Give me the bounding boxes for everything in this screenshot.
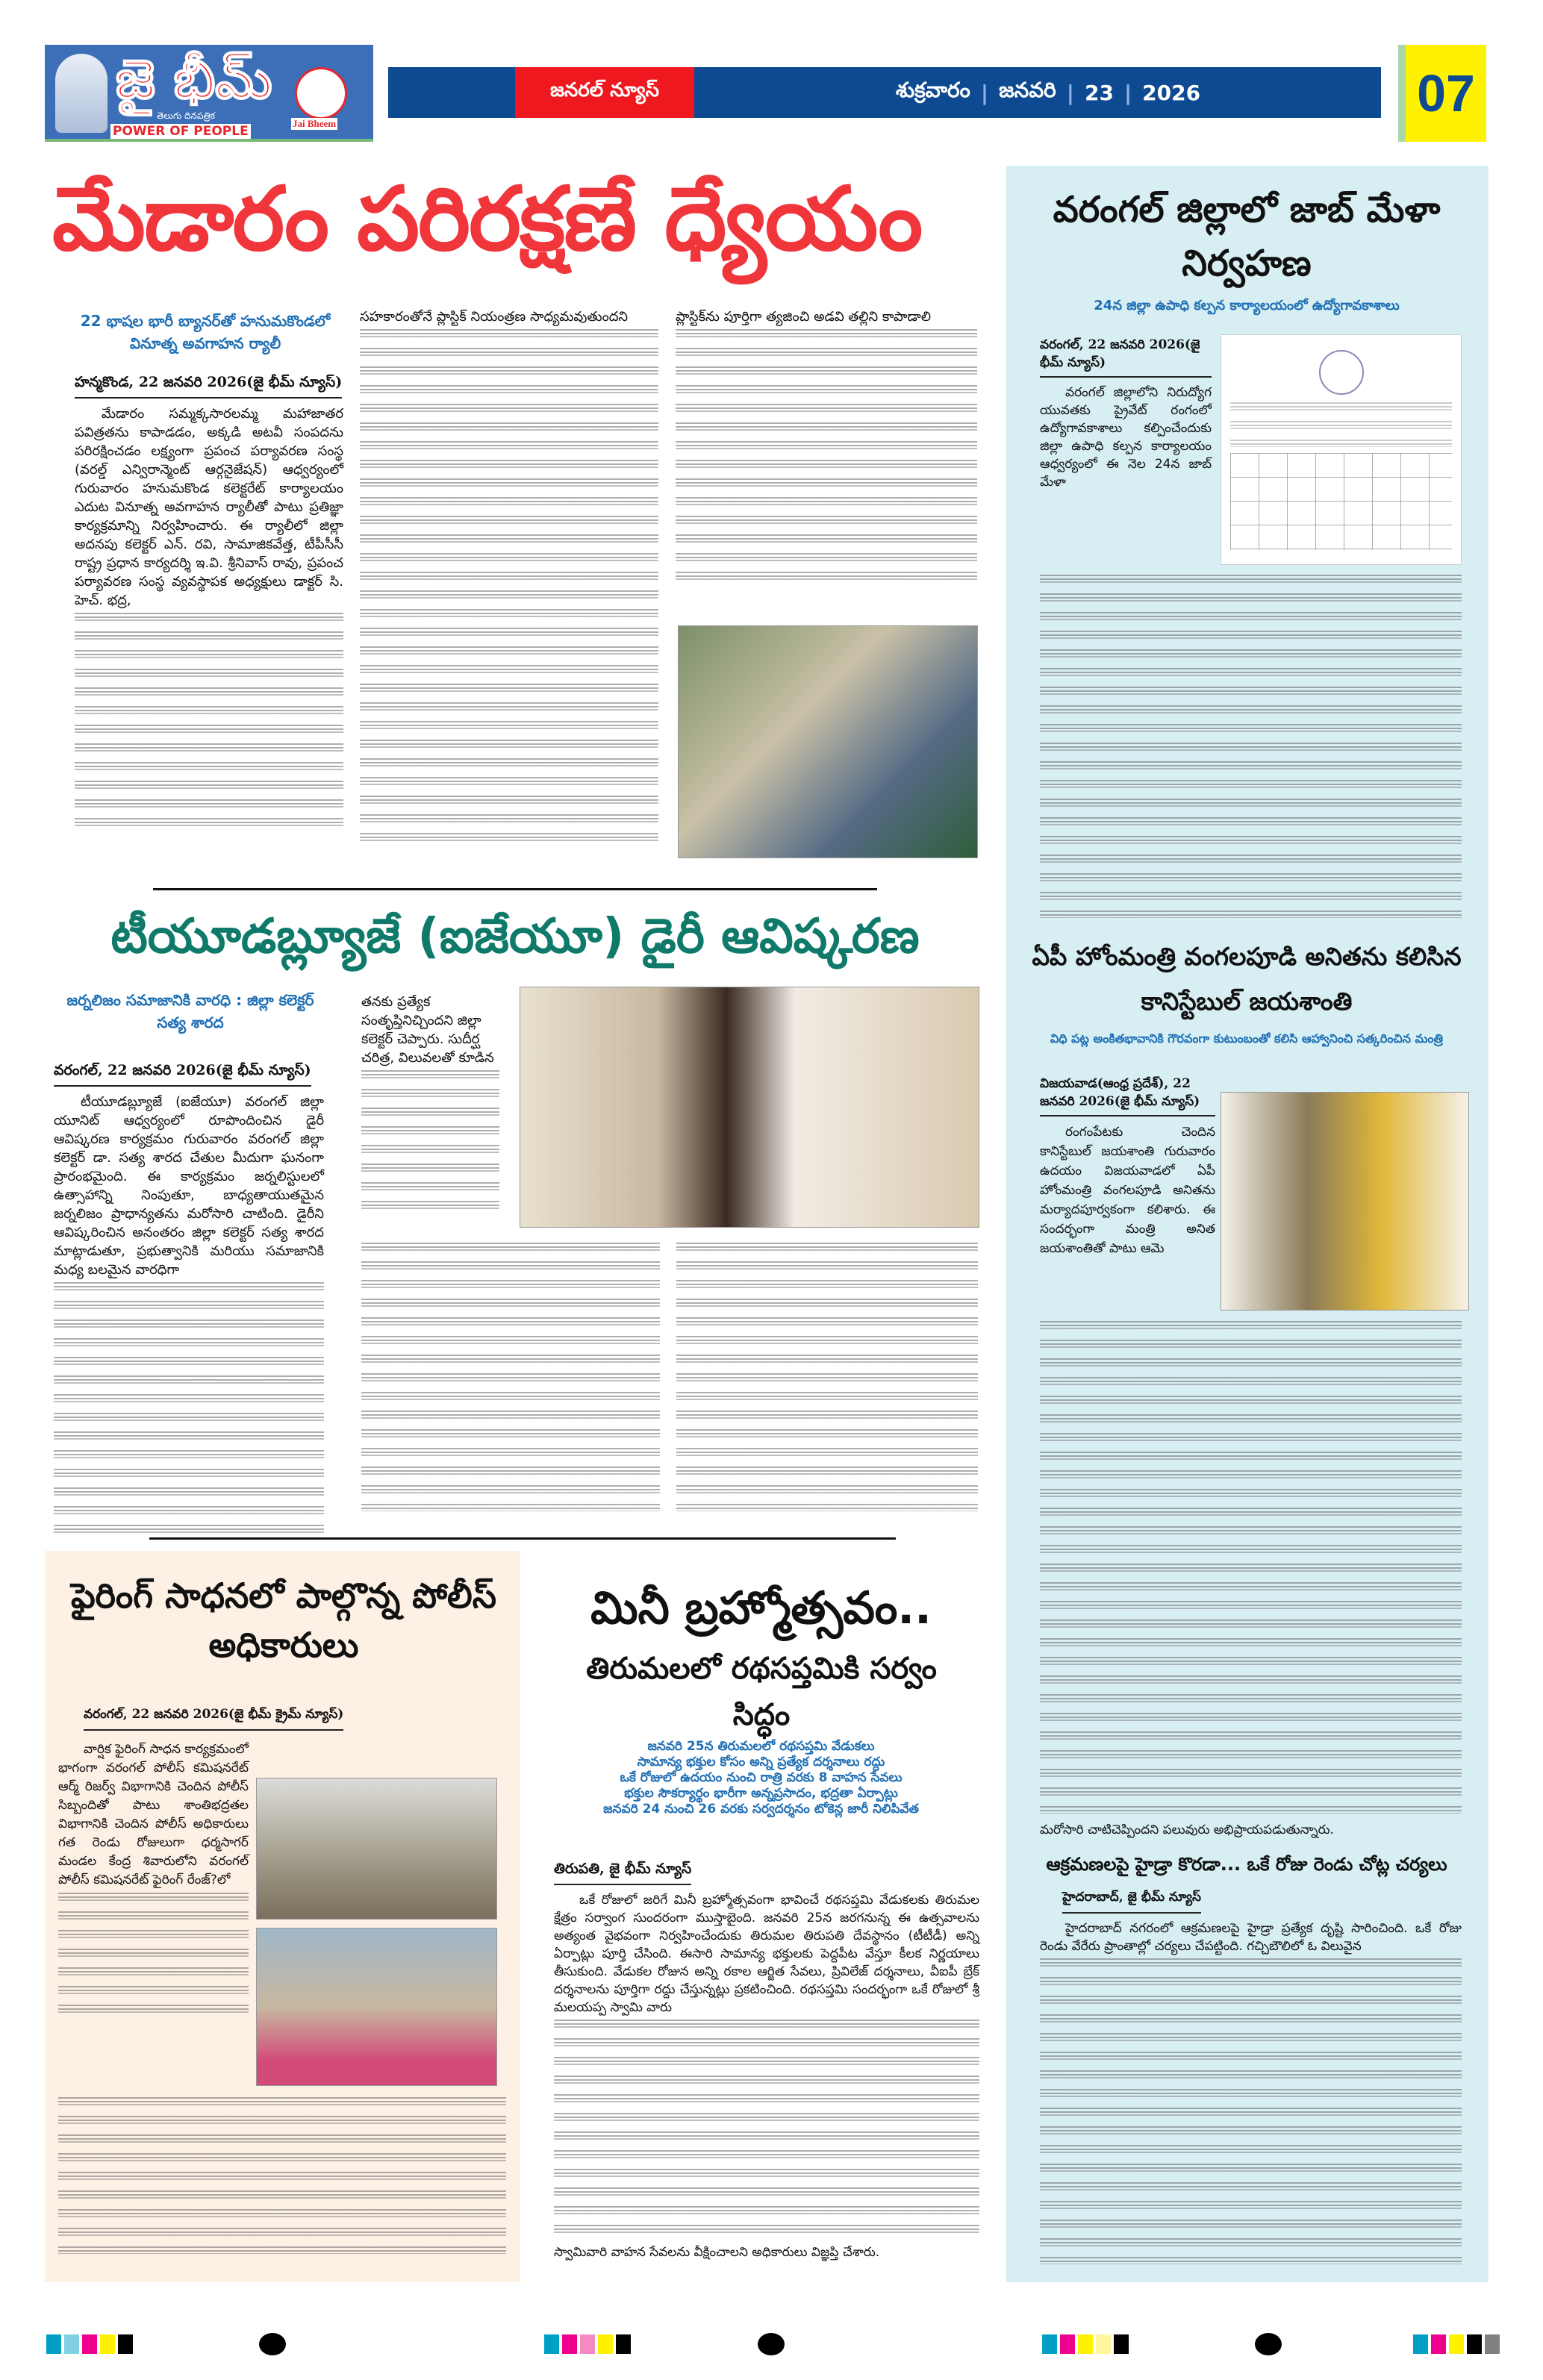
firing-dateline-wrap <box>84 1704 397 1737</box>
diary-launch-photo <box>520 987 979 1228</box>
job-mela-headline: వరంగల్ జిల్లాలో జాబ్ మేళా నిర్వహణ <box>1053 189 1441 284</box>
highlight-item: భక్తుల సౌకర్యార్థం భారీగా అన్నప్రసాదం, భద్రతా ఏర్పాట్లు <box>624 1786 898 1801</box>
portrait-image <box>55 54 107 133</box>
tirumala-article <box>554 1858 979 2261</box>
medaram-dateline: హన్మకొండ, 22 జనవరి 2026(జై భీమ్ న్యూస్) <box>75 372 342 399</box>
ap-minister-article <box>1040 1075 1215 1258</box>
medaram-col3 <box>676 307 977 590</box>
tuwj-col2-text: తనకు ప్రత్యేక సంతృప్తినిచ్చిందని జిల్లా కలెక్టర్ చెప్పారు. సుదీర్ఘ చరిత్ర, విలువలతో కూడిన <box>361 994 494 1066</box>
tirumala-headline: మినీ బ్రహ్మోత్సవం.. <box>590 1582 932 1634</box>
divider <box>149 1537 896 1540</box>
registration-mark <box>758 2333 785 2355</box>
tuwj-dateline: వరంగల్, 22 జనవరి 2026(జై భీమ్ న్యూస్) <box>54 1060 311 1087</box>
job-notice-image <box>1221 334 1462 565</box>
medaram-article <box>75 372 343 837</box>
highlight-item: జనవరి 25న తిరుమలలో రథసప్తమి వేడుకలు <box>647 1739 875 1754</box>
firing-dateline: వరంగల్, 22 జనవరి 2026(జై భీమ్ క్రైమ్ న్యూస్) <box>84 1704 343 1731</box>
emblem-icon <box>295 67 347 119</box>
lead-headline: మేడారం పరిరక్షణే ధ్యేయం <box>52 167 922 270</box>
color-registration-bar <box>46 2334 133 2354</box>
newspaper-logo <box>45 45 373 142</box>
logo-badge-text: Jai Bheem <box>293 118 337 129</box>
text-column-filler <box>54 1282 324 1543</box>
text-column-filler <box>58 2097 506 2254</box>
text-column-filler <box>1040 1321 1462 1814</box>
hydra-headline: ఆక్రమణలపై హైడ్రా కొరడా... ఒకే రోజు రెండు చోట్ల చర్యలు <box>1046 1854 1447 1875</box>
tirumala-subhead: తిరుమలలో రథసప్తమికి సర్వం సిద్ధం <box>586 1652 937 1732</box>
job-mela-article <box>1040 336 1212 491</box>
registration-mark <box>259 2333 286 2355</box>
text-column-filler <box>554 2020 979 2243</box>
date-year: 2026 <box>1142 80 1201 105</box>
tuwj-subhead: జర్నలిజం సమాజానికి వారధి : జిల్లా కలెక్టర్ సత్య శారద <box>66 991 314 1031</box>
highlight-item: ఒకే రోజులో ఉదయం నుంచి రాత్రి వరకు 8 వాహన సేవలు <box>620 1770 903 1785</box>
medaram-subhead: 22 భాషల భారీ బ్యానర్‌తో హనుమకొండలో వినూత్న అవగాహన ర్యాలీ <box>80 312 331 352</box>
tuwj-body: టీయూడబ్ల్యూజే (ఐజేయూ) వరంగల్ జిల్లా యూనిట్ ఆధ్వర్యంలో రూపొందించిన డైరీ ఆవిష్కరణ కార్యక్రమం గురువారం వరంగల్ జిల్లా కలెక్టర్ డా. సత్య శారద చేతుల మీదుగా ఘనంగా ప్రారంభమైంది. ఈ కార్యక్రమం జర్నలిస్టులలో ఉత్సాహాన్ని నింపుతూ, బాధ్యతాయుతమైన జర్నలిజం ప్రాధాన్యతను మరోసారి చాటింది. డైరీని ఆవిష్కరించిన అనంతరం జిల్లా కలెక్టర్ సత్య శారద మాట్లాడుతూ, ప్రభుత్వానికి మరియు సమాజానికి మధ్య బలమైన వారధిగా <box>54 1094 324 1278</box>
rally-photo <box>678 625 978 858</box>
job-mela-body: వరంగల్ జిల్లాలోని నిరుద్యోగ యువతకు ప్రైవేట్ రంగంలో ఉద్యోగావకాశాలు కల్పించేందుకు జిల్లా ఉపాధి కల్పన కార్యాలయం ఆధ్వర్యంలో ఈ నెల 24న జాబ్ మేళా <box>1040 385 1212 490</box>
highlight-item: సామాన్య భక్తుల కోసం అన్ని ప్రత్యేక దర్శనాలు రద్దు <box>637 1755 885 1770</box>
tuwj-headline: టీయూడబ్ల్యూజే (ఐజేయూ) డైరీ ఆవిష్కరణ <box>110 909 920 964</box>
tirumala-ending: స్వామివారి వాహన సేవలను వీక్షించాలని అధికారులు విజ్ఞప్తి చేశారు. <box>554 2245 880 2260</box>
firing-headline: ఫైరింగ్ సాధనలో పాల్గొన్న పోలీస్ అధికారులు <box>70 1575 497 1665</box>
highlight-item: జనవరి 24 నుంచి 26 వరకు సర్వదర్శనం టోకెన్ల జారీ నిలిపివేత <box>603 1802 919 1817</box>
text-column-filler <box>361 1070 499 1212</box>
text-column-filler <box>1040 1958 1462 2264</box>
medaram-col2-text: సహకారంతోనే ప్లాస్టిక్ నియంత్రణ సాధ్యమవుతుందని <box>360 309 629 325</box>
ap-minister-subhead: విధి పట్ల అంకితభావానికి గౌరవంగా కుటుంబంతో కలిసి ఆహ్వానించి సత్కరించిన మంత్రి <box>1050 1031 1444 1046</box>
firing-body: వార్షిక ఫైరింగ్ సాధన కార్యక్రమంలో భాగంగా వరంగల్ పోలీస్ కమిషనరేట్ ఆర్మ్ రిజర్వ్ విభాగానికి చెందిన పోలీస్ సిబ్బందితో పాటు శాంతిభద్రతల విభాగానికి చెందిన పోలీస్ అధికారులు గత రెండు రోజులుగా ధర్మసాగర్ మండల కేంద్ర శివారులోని వరంగల్ పోలీస్ కమిషనరేట్ ఫైరింగ్ రేంజ్?లో <box>58 1742 249 1887</box>
text-column-filler <box>360 329 658 844</box>
logo-tagline: తెలుగు దినపత్రిక <box>157 110 216 121</box>
firing-photo-2 <box>256 1928 497 2086</box>
hydra-dateline: హైదరాబాద్, జై భీమ్ న్యూస్ <box>1062 1887 1201 1914</box>
medaram-body: మేడారం సమ్మక్కసారలమ్మ మహాజాతర పవిత్రతను కాపాడడం, అక్కడి అటవీ సంపదను పరిరక్షించడం లక్ష్యంగా ప్రపంచ పర్యావరణ సంస్థ (వరల్డ్ ఎన్విరాన్మెంట్ ఆర్గనైజేషన్) ఆధ్వర్యంలో గురువారం హనుమకొండ కలెక్టరేట్ కార్యాలయం ఎదుట వినూత్న అవగాహన ర్యాలీతో పాటు ప్రతిజ్ఞా కార్యక్రమాన్ని నిర్వహించారు. ఈ ర్యాలీలో జిల్లా అదనపు కలెక్టర్ ఎన్. రవి, సామాజికవేత్త, టీపీసీసీ రాష్ట్ర ప్రధాన కార్యదర్శి ఇ.వి. శ్రీనివాస్ రావు, ప్రపంచ పర్యావరణ సంస్థ వ్యవస్థాపక అధ్యక్షులు డాక్టర్ సి. హెచ్. భద్ర, <box>75 406 343 608</box>
logo-name: జై భీమ్ <box>116 48 272 110</box>
section-label: జనరల్ న్యూస్ <box>515 67 694 118</box>
date-date: 23 <box>1084 80 1114 105</box>
job-mela-dateline: వరంగల్, 22 జనవరి 2026(జై భీమ్ న్యూస్) <box>1040 336 1212 378</box>
ap-minister-ending: మరోసారి చాటిచెప్పిందని పలువురు అభిప్రాయపడుతున్నారు. <box>1040 1823 1334 1837</box>
hydra-article <box>1040 1887 1462 2264</box>
date-day: శుక్రవారం <box>896 78 970 102</box>
job-mela-subhead: 24న జిల్లా ఉపాధి కల్పన కార్యాలయంలో ఉద్యోగావకాశాలు <box>1094 298 1400 313</box>
ap-minister-headline: ఏపీ హోంమంత్రి వంగలపూడి అనితను కలిసిన కానిస్టేబుల్ జయశాంతి <box>1032 942 1462 1016</box>
text-column-filler <box>1040 575 1462 918</box>
ap-minister-body: రంగంపేటకు చెందిన కానిస్టేబుల్ జయశాంతి గురువారం ఉదయం విజయవాడలో ఏపీ హోంమంత్రి వంగలపూడి అనితను మర్యాదపూర్వకంగా కలిశారు. ఈ సందర్భంగా మంత్రి అనిత జయశాంతితో పాటు ఆమె <box>1040 1125 1215 1256</box>
tuwj-article <box>54 1060 324 1543</box>
tuwj-col2 <box>361 993 499 1212</box>
medaram-col3-text: ప్లాస్టిక్‌ను పూర్తిగా త్యజించి అడవి తల్లిని కాపాడాలి <box>676 309 932 325</box>
firing-photo-1 <box>256 1778 497 1920</box>
color-registration-bar <box>544 2334 631 2354</box>
date-month: జనవరి <box>999 78 1056 102</box>
text-column-filler <box>676 329 977 590</box>
divider <box>153 888 877 890</box>
text-column-filler <box>75 613 343 837</box>
issue-date: శుక్రవారం | జనవరి | 23 | 2026 <box>896 67 1200 118</box>
firing-article <box>58 1740 249 2020</box>
text-column-filler <box>58 1893 249 2020</box>
text-column-filler <box>361 1243 660 1511</box>
hydra-body: హైదరాబాద్ నగరంలో ఆక్రమణలపై హైడ్రా ప్రత్యేక దృష్టి సారించింది. ఒకే రోజు రెండు వేరేరు ప్రాంతాల్లో చర్యలు చేపట్టింది. గచ్చిబౌలిలో ఓ విలువైన <box>1040 1921 1462 1954</box>
page-number: 07 <box>1398 45 1486 142</box>
medaram-col2 <box>360 307 658 844</box>
minister-photo <box>1221 1092 1469 1311</box>
ap-minister-dateline: విజయవాడ(ఆంధ్ర ప్రదేశ్), 22 జనవరి 2026(జై భీమ్ న్యూస్) <box>1040 1075 1215 1116</box>
color-registration-bar <box>1042 2334 1129 2354</box>
tirumala-body: ఒకే రోజులో జరిగే మినీ బ్రహ్మోత్సవంగా భావించే రథసప్తమి వేడుకలకు తిరుమల క్షేత్రం సర్వాంగ సుందరంగా ముస్తాబైంది. జనవరి 25న జరగనున్న ఈ ఉత్సవాలను అత్యంత వైభవంగా నిర్వహించేందుకు తిరుమల తిరుపతి దేవస్థానం (టీటీడీ) అన్ని ఏర్పాట్లు పూర్తి చేసింది. ఈసారి సామాన్య భక్తులకు పెద్దపీట వేస్తూ కీలక నిర్ణయాలు తీసుకుంది. వేడుకల రోజున అన్ని రకాల ఆర్జిత సేవలు, ప్రివిలేజ్ దర్శనాలు, వీఐపీ బ్రేక్ దర్శనాలను పూర్తిగా రద్దు చేస్తున్నట్లు ప్రకటించింది. రథసప్తమి సందర్భంగా ఒకే రోజులో శ్రీ మలయప్ప స్వామి వారు <box>554 1893 979 2015</box>
color-registration-bar <box>1413 2334 1500 2354</box>
tirumala-highlights <box>543 1739 979 1817</box>
logo-slogan: POWER OF PEOPLE <box>110 124 251 139</box>
text-column-filler <box>676 1243 978 1511</box>
registration-mark <box>1255 2333 1282 2355</box>
tirumala-dateline: తిరుపతి, జై భీమ్ న్యూస్ <box>554 1858 691 1885</box>
